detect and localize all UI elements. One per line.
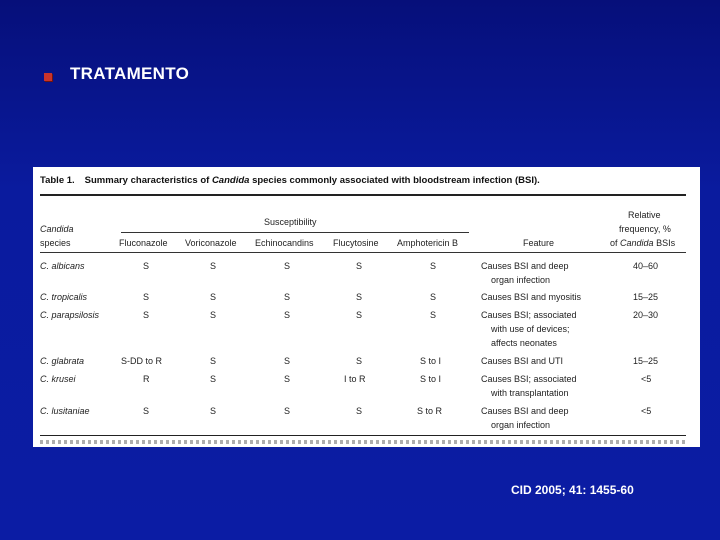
row-flucytosine: S [356,292,363,302]
row-echinocandins: S [284,406,291,416]
table-top-rule [40,194,686,196]
row-echinocandins: S [284,356,291,366]
row-voriconazole: S [210,374,217,384]
table-image-panel [33,167,700,447]
table-label: Table 1. [40,175,75,186]
row-species: C. tropicalis [40,292,88,302]
species-header-line1: Candida [40,224,74,234]
row-voriconazole: S [210,356,217,366]
header-voriconazole: Voriconazole [185,238,237,248]
row-frequency: 15–25 [633,292,659,302]
citation: CID 2005; 41: 1455-60 [511,483,634,497]
header-feature: Feature [523,238,555,248]
header-amphotericin-b: Amphotericin B [397,238,459,248]
row-voriconazole: S [210,292,217,302]
row-species: C. parapsilosis [40,310,100,320]
row-feature-line: organ infection [491,420,551,430]
row-echinocandins: S [284,261,291,271]
header-bottom-rule [40,252,686,253]
row-feature-line: Causes BSI; associated [481,374,577,384]
row-species: C. glabrata [40,356,85,366]
row-flucytosine: S [356,356,363,366]
row-species: C. lusitaniae [40,406,90,416]
header-flucytosine: Flucytosine [333,238,379,248]
row-frequency: 40–60 [633,261,659,271]
row-flucytosine: S [356,261,363,271]
row-fluconazole: S-DD to R [121,356,163,366]
freq-header-line1: Relative [628,210,661,220]
table-title [40,175,540,186]
row-feature-line: Causes BSI and deep [481,261,569,271]
header-fluconazole: Fluconazole [119,238,168,248]
row-species: C. krusei [40,374,76,384]
row-feature-line: Causes BSI and UTI [481,356,564,366]
table-title-post: species commonly associated with bloodstream infection (BSI). [252,175,540,186]
row-echinocandins: S [284,310,291,320]
header-echinocandins: Echinocandins [255,238,314,248]
row-fluconazole: R [143,374,150,384]
row-amphotericin-b: S to I [420,356,442,366]
row-feature-line: Causes BSI and deep [481,406,569,416]
row-feature-line: Causes BSI; associated [481,310,577,320]
row-echinocandins: S [284,292,291,302]
row-flucytosine: S [356,406,363,416]
row-flucytosine: S [356,310,363,320]
row-frequency: 20–30 [633,310,659,320]
row-fluconazole: S [143,261,150,271]
row-frequency: <5 [641,374,652,384]
row-fluconazole: S [143,406,150,416]
row-feature-line: Causes BSI and myositis [481,292,582,302]
bullet-square-icon [44,73,52,81]
row-feature-line: with use of devices; [491,324,570,334]
row-feature-line: with transplantation [491,388,569,398]
freq-header-line2: frequency, % [619,224,671,234]
row-amphotericin-b: S [430,310,437,320]
row-feature-line: affects neonates [491,338,557,348]
row-voriconazole: S [210,310,217,320]
slide-heading: TRATAMENTO [70,64,190,83]
row-voriconazole: S [210,406,217,416]
row-amphotericin-b: S to R [417,406,443,416]
susceptibility-header: Susceptibility [264,217,317,227]
row-amphotericin-b: S [430,292,437,302]
cropped-footnote [40,440,686,444]
row-feature-line: organ infection [491,275,551,285]
row-flucytosine: I to R [344,374,366,384]
table-title-pre: Summary characteristics of [84,175,210,186]
row-amphotericin-b: S to I [420,374,442,384]
row-echinocandins: S [284,374,291,384]
table-title-genus: Candida [211,175,250,186]
row-frequency: 15–25 [633,356,659,366]
row-fluconazole: S [143,310,150,320]
row-voriconazole: S [210,261,217,271]
table-bottom-rule [40,435,686,436]
freq-header-line3: of Candida BSIs [610,238,676,248]
row-fluconazole: S [143,292,150,302]
row-frequency: <5 [641,406,652,416]
species-header-line2: species [40,238,71,248]
susceptibility-rule [121,232,469,233]
row-species: C. albicans [40,261,85,271]
row-amphotericin-b: S [430,261,437,271]
